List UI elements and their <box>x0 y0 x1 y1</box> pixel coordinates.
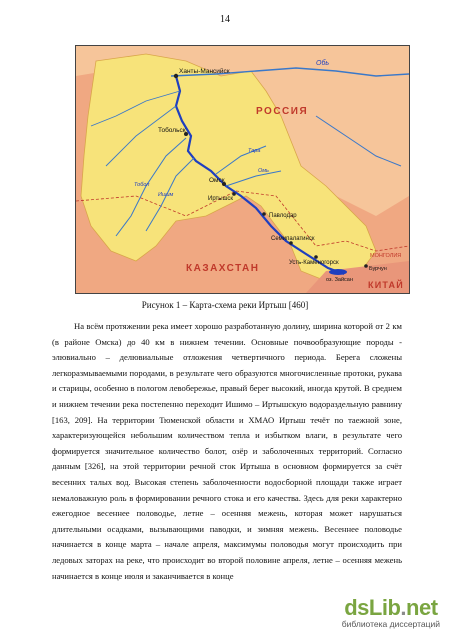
label-mongolia: МОНГОЛИЯ <box>370 253 402 259</box>
paragraph-1: На всём протяжении река имеет хорошо разработанную долину, ширина которой от 2 км (в районе Омска) до 40 км в нижнем течении. Основные почвообразующие породы - элювиально – делювиальные отложения четвертичного периода. Берега сложены легкоразмываемыми породами, в результате чего образуются многочисленные протоки, рукава и старицы, особенно в пологом левобережье, правый берег высокий, иногда крутой. В среднем и нижнем течении река постепенно переходит Ишимо – Иртышскую водораздельную равнину [163, 209]. На территории Тюменской области и ХМАО Иртыш течёт по таежной зоне, характеризующейся небольшим количеством тепла и избытком влаги, в результате чего формируется значительное количество болот, озёр и заболоченных территорий. Согласно данным [326], на этой территории речной сток Иртыша в основном формируется за счёт весенних талых вод. Высокая степень заболоченности водосборной площади также играет немаловажную роль в формировании речного стока и его качества. Здесь для реки характерно ежегодное весеннее половодье, летне – осенняя межень, которая может нарушаться длительными осадками, вызывающими паводки, и зимняя межень. Весеннее половодье начинается в конце марта – начале апреля, максимумы половодья могут происходить при ледовых заторах на реке, что происходит во второй половине апреля, летне – осенняя межень начинается в конце июля и заканчивается в конце <box>52 321 402 581</box>
irtysh-basin-map <box>75 45 410 294</box>
label-semipalatinsk: Семипалатинск <box>271 236 315 242</box>
label-china: КИТАЙ <box>368 280 404 290</box>
page-number: 14 <box>220 14 230 25</box>
zaysan-lake <box>329 269 347 275</box>
logo-main: dsLib <box>344 595 401 620</box>
label-khanty-mansiysk: Ханты-Мансийск <box>179 68 230 75</box>
label-tobol: Тобол <box>134 182 150 188</box>
dslib-watermark <box>338 595 444 631</box>
dslib-subtitle: библиотека диссертаций <box>341 619 440 629</box>
label-russia: РОССИЯ <box>256 106 309 117</box>
label-tobolsk: Тобольск <box>158 127 186 134</box>
body-text <box>52 319 402 584</box>
label-ishim: Ишим <box>158 192 174 198</box>
label-kazakhstan: КАЗАХСТАН <box>186 263 260 274</box>
label-omsk: Омск <box>209 177 225 184</box>
label-zaysan: оз. Зайсан <box>326 277 353 283</box>
logo-tld: net <box>406 595 438 620</box>
label-ob: Обь <box>316 60 330 67</box>
city-khanty-mansiysk <box>174 74 178 78</box>
label-irtyshsk: Иртышск <box>208 196 234 202</box>
logo-dot: . <box>400 595 407 620</box>
dslib-logo <box>342 597 440 619</box>
label-pavlodar: Павлодар <box>269 213 297 219</box>
label-ust-kamenogorsk: Усть-Каменогорск <box>289 260 339 266</box>
label-tara: Тара <box>248 148 261 154</box>
city-burchun <box>364 264 368 268</box>
label-burchun: Бурчун <box>369 266 387 272</box>
city-ust-kamenogorsk <box>314 255 318 259</box>
city-pavlodar <box>262 212 266 216</box>
figure-caption: Рисунок 1 – Карта-схема реки Иртыш [460] <box>141 300 309 310</box>
label-om: Омь <box>258 168 269 174</box>
